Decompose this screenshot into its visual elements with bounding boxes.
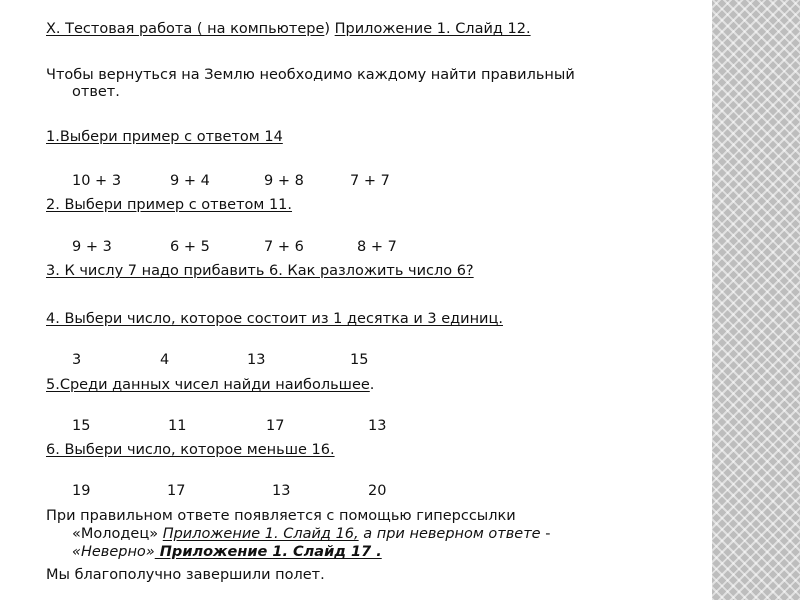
question-5-tail: .	[369, 377, 375, 393]
footer-line1: При правильном ответе появляется с помощью гиперссылки	[46, 508, 516, 524]
question-6: 6. Выбери число, которое меньше 16.	[46, 442, 335, 458]
answer-option[interactable]: 9 + 8	[264, 173, 304, 189]
answer-option[interactable]: 7 + 6	[264, 239, 304, 255]
question-1: 1.Выбери пример с ответом 14	[46, 129, 283, 145]
answer-option[interactable]: 17	[167, 483, 186, 499]
footer-dash: -	[540, 526, 551, 542]
answer-option[interactable]: 9 + 4	[170, 173, 210, 189]
answer-option[interactable]: 13	[272, 483, 291, 499]
answer-option[interactable]: 6 + 5	[170, 239, 210, 255]
question-5-text: 5.Среди данных чисел найди наибольшее	[46, 377, 370, 393]
question-5	[46, 376, 374, 394]
footer-line4: Мы благополучно завершили полет.	[46, 567, 325, 583]
answer-option[interactable]: 3	[72, 352, 82, 368]
footer-line2	[72, 525, 550, 543]
title-paren: )	[324, 21, 331, 37]
footer-slide17-link[interactable]: Приложение 1. Слайд 17 .	[154, 544, 382, 560]
question-2: 2. Выбери пример с ответом 11.	[46, 197, 293, 213]
answer-option[interactable]: 13	[368, 418, 387, 434]
decorative-side-panel	[712, 0, 800, 600]
question-3: 3. К числу 7 надо прибавить 6. Как разложить число 6?	[46, 263, 474, 279]
answer-option[interactable]: 17	[266, 418, 285, 434]
slide-title	[46, 20, 531, 38]
title-appendix-link[interactable]: Приложение 1. Слайд 12.	[334, 21, 531, 37]
footer-wrong-text: а при неверном ответе	[358, 526, 541, 542]
intro-text-line2: ответ.	[72, 84, 120, 100]
footer-line3	[72, 543, 382, 561]
answer-option[interactable]: 15	[72, 418, 91, 434]
answer-option[interactable]: 7 + 7	[350, 173, 390, 189]
intro-text-line1: Чтобы вернуться на Землю необходимо каждому найти правильный	[46, 67, 575, 83]
answer-option[interactable]: 19	[72, 483, 91, 499]
answer-option[interactable]: 8 + 7	[357, 239, 397, 255]
answer-option[interactable]: 9 + 3	[72, 239, 112, 255]
answer-option[interactable]: 11	[168, 418, 187, 434]
footer-correct-label: «Молодец»	[72, 526, 163, 542]
answer-option[interactable]: 20	[368, 483, 387, 499]
footer-wrong-label: «Неверно»	[72, 544, 155, 560]
footer-slide16-link[interactable]: Приложение 1. Слайд 16,	[162, 526, 359, 542]
question-4: 4. Выбери число, которое состоит из 1 десятка и 3 единиц.	[46, 311, 503, 327]
title-main: Х. Тестовая работа ( на компьютере	[46, 21, 325, 37]
answer-option[interactable]: 4	[160, 352, 170, 368]
answer-option[interactable]: 15	[350, 352, 369, 368]
answer-option[interactable]: 13	[247, 352, 266, 368]
answer-option[interactable]: 10 + 3	[72, 173, 122, 189]
